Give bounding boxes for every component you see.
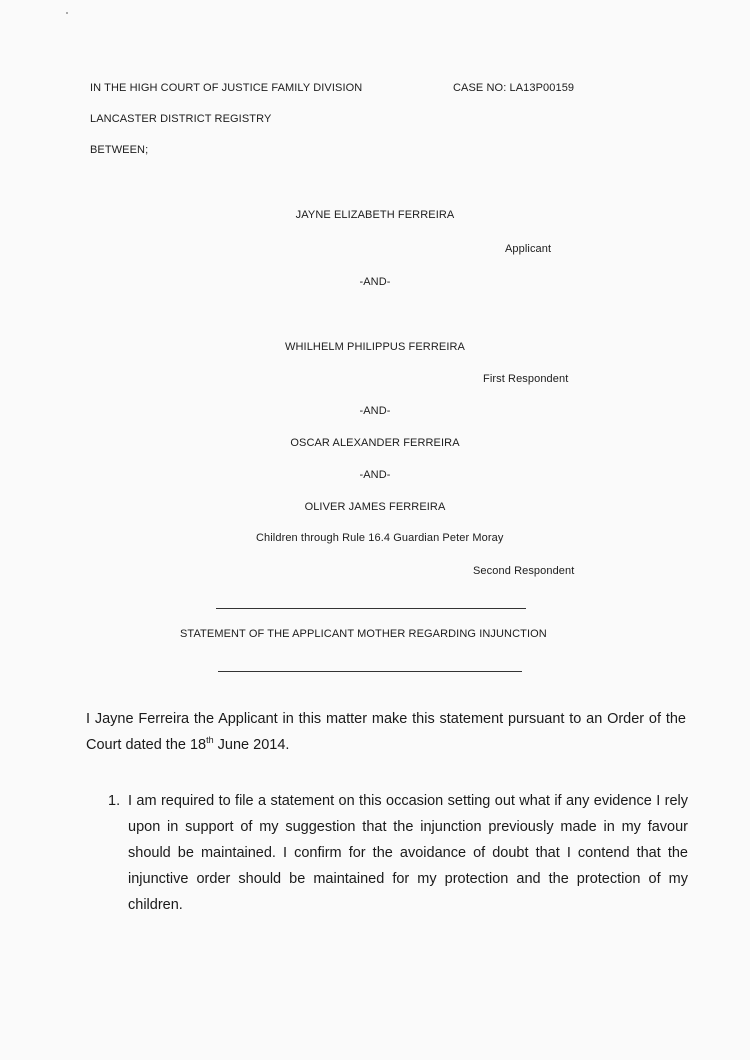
registry: LANCASTER DISTRICT REGISTRY	[90, 113, 272, 125]
and-separator: -AND-	[359, 276, 391, 288]
child-name: OSCAR ALEXANDER FERREIRA	[290, 437, 460, 449]
child-name: OLIVER JAMES FERREIRA	[304, 501, 446, 513]
intro-date-tail: June 2014.	[213, 737, 290, 753]
applicant-role: Applicant	[505, 243, 552, 255]
court-name: IN THE HIGH COURT OF JUSTICE FAMILY DIVISION	[90, 82, 363, 94]
item-text: I am required to file a statement on this occasion setting out what if any evidence I rely upon in support of my suggestion that the injunction previously made in my favour should be maintained. I confirm for the avoidance of doubt that I contend that the injunctive order should be maintained for my protection and the protection of my children.	[128, 793, 688, 913]
title-rule-top	[216, 608, 526, 609]
item-number: 1.	[108, 793, 121, 809]
and-separator: -AND-	[359, 469, 391, 481]
first-respondent-name: WHILHELM PHILIPPUS FERREIRA	[285, 341, 465, 353]
between-label: BETWEEN;	[90, 144, 149, 156]
children-guardian-note: Children through Rule 16.4 Guardian Peter Moray	[256, 532, 504, 544]
title-rule-bottom	[218, 671, 522, 672]
intro-text: I Jayne Ferreira the Applicant in this matter make this statement pursuant to an Order of the Court dated the 18	[86, 711, 686, 753]
ordinal-suffix: th	[206, 735, 214, 746]
first-respondent-role: First Respondent	[483, 373, 569, 385]
scan-speck	[66, 12, 68, 14]
statement-title: STATEMENT OF THE APPLICANT MOTHER REGARDING INJUNCTION	[180, 628, 547, 640]
second-respondent-role: Second Respondent	[473, 565, 575, 577]
applicant-name: JAYNE ELIZABETH FERREIRA	[295, 209, 455, 221]
numbered-item	[108, 788, 688, 918]
case-number: CASE NO: LA13P00159	[453, 82, 575, 94]
intro-paragraph	[86, 706, 686, 758]
and-separator: -AND-	[359, 405, 391, 417]
